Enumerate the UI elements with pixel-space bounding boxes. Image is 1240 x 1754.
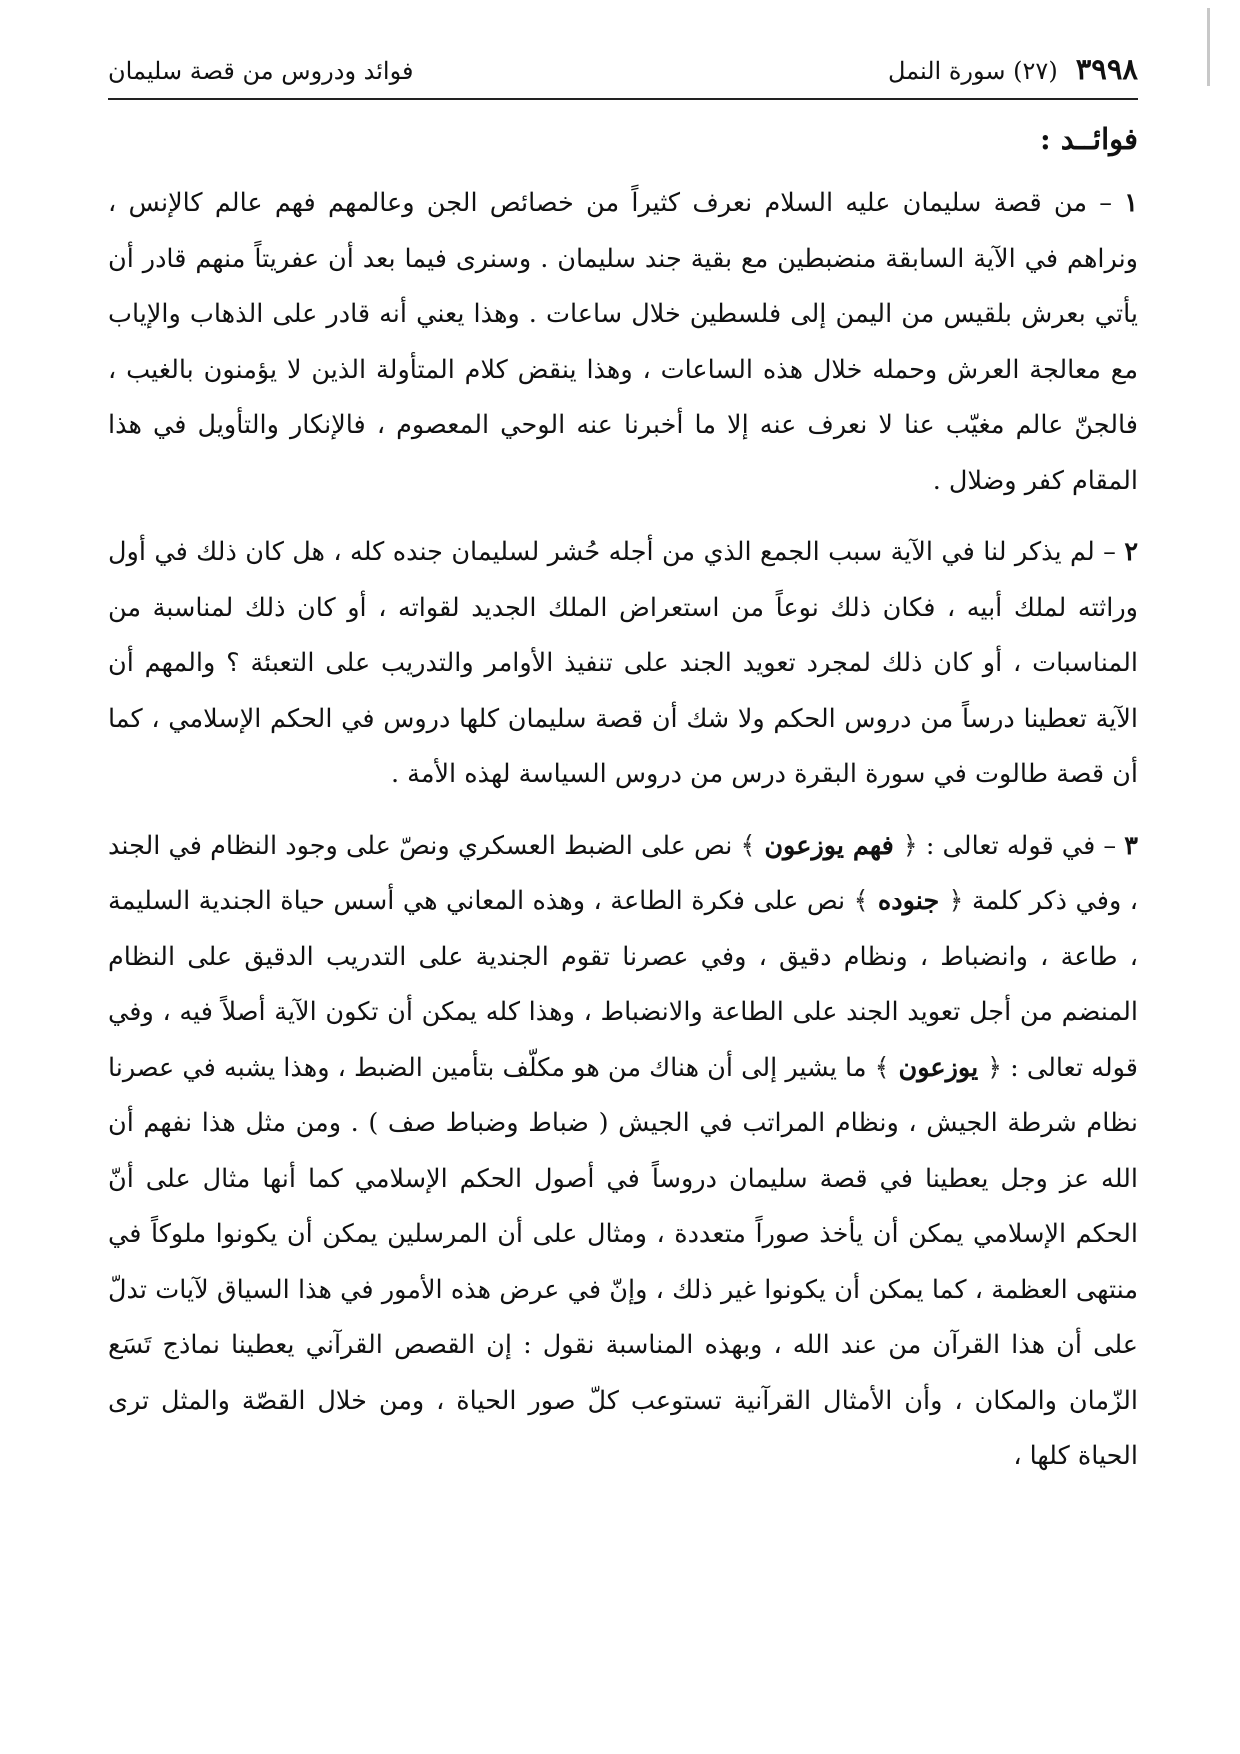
- paragraph-1: [108, 176, 1138, 509]
- quran-bracket-open-icon: ﴿: [948, 886, 964, 916]
- quran-quote: فهم يوزعون: [755, 830, 903, 861]
- page-edge-mark: [1207, 8, 1210, 86]
- paragraph-text: لم يذكر لنا في الآية سبب الجمع الذي من أجله حُشر لسليمان جنده كله ، هل كان ذلك في أول وراثته لملك أبيه ، فكان ذلك نوعاً من استعراض الملك الجديد لقواته ، أو كان ذلك لمناسبة من المناسبات ، أو كان ذلك لمجرد تعويد الجند على تنفيذ الأوامر والتدريب على التعبئة ؟ والمهم أن الآية تعطينا درساً من دروس الحكم ولا شك أن قصة سليمان كلها دروس في الحكم الإسلامي ، كما أن قصة طالوت في سورة البقرة درس من دروس السياسة لهذه الأمة .: [108, 537, 1138, 789]
- quran-bracket-open-icon: ﴿: [902, 830, 918, 861]
- quran-bracket-close-icon: ﴾: [740, 830, 756, 861]
- quran-quote: يوزعون: [889, 1052, 988, 1083]
- paragraph-separator: –: [1087, 188, 1125, 218]
- paragraph-text-part: ما يشير إلى أن هناك من هو مكلّف بتأمين الضبط ، وهذا يشبه في عصرنا نظام شرطة الجيش ، ونظام المراتب في الجيش ( ضباط وضباط صف ) . ومن مثل هذا نفهم أن الله عز وجل يعطينا في قصة سليمان دروساً في أصول الحكم الإسلامي كما أنها مثال على أنّ الحكم الإسلامي يمكن أن يأخذ صوراً متعددة ، ومثال على أن المرسلين يمكن أن يكونوا ملوكاً في منتهى العظمة ، كما يمكن أن يكونوا غير ذلك ، وإنّ في عرض هذه الأمور في هذا السياق لآيات تدلّ على أن هذا القرآن من عند الله ، وبهذه المناسبة نقول : إن القصص القرآني يعطينا نماذج تَسَع الزّمان والمكان ، وأن الأمثال القرآنية تستوعب كلّ صور الحياة ، ومن خلال القصّة والمثل ترى الحياة كلها ،: [108, 1052, 1138, 1471]
- paragraph-number: ١: [1124, 188, 1138, 218]
- surah-label: (٢٧) سورة النمل: [887, 57, 1058, 85]
- page-number: ٣٩٩٨: [1075, 52, 1138, 86]
- book-page: [108, 52, 1138, 1501]
- header-rule: [108, 98, 1138, 100]
- paragraph-text-part: نص على الضبط العسكري ونصّ على وجود النظام في الجند ، وفي ذكر كلمة: [108, 830, 1138, 916]
- paragraph-text-part: نص على فكرة الطاعة ، وهذه المعاني هي أسس حياة الجندية السليمة ، طاعة ، وانضباط ، ونظام دقيق ، وفي عصرنا تقوم الجندية على التدريب الدقيق على النظام المنضم من أجل تعويد الجند على الطاعة والانضباط ، وهذا كله يمكن أن تكون الآية أصلاً فيه ، وفي قوله تعالى :: [108, 886, 1138, 1083]
- paragraph-number: ٢: [1124, 537, 1139, 567]
- quran-bracket-close-icon: ﴾: [874, 1052, 890, 1083]
- paragraph-text-part: في قوله تعالى :: [917, 830, 1096, 861]
- chapter-title: فوائد ودروس من قصة سليمان: [108, 57, 414, 85]
- paragraph-3: [108, 819, 1138, 1485]
- running-head: [108, 52, 1138, 92]
- section-title: فوائــد :: [1040, 122, 1138, 156]
- running-head-right: [888, 52, 1138, 86]
- paragraph-2: [108, 525, 1138, 803]
- quran-quote: جنوده: [868, 886, 949, 916]
- paragraph-number: ٣: [1124, 830, 1138, 861]
- paragraph-separator: –: [1094, 537, 1125, 567]
- paragraph-text: من قصة سليمان عليه السلام نعرف كثيراً من خصائص الجن وعالمهم فهم عالم كالإنس ، ونراهم في الآية السابقة منضبطين مع بقية جند سليمان . وسنرى فيما بعد أن عفريتاً منهم قادر أن يأتي بعرش بلقيس من اليمن إلى فلسطين خلال ساعات . وهذا يعني أنه قادر على الذهاب والإياب مع معالجة العرش وحمله خلال هذه الساعات ، وهذا ينقض كلام المتأولة الذين لا يؤمنون بالغيب ، فالجنّ عالم مغيّب عنا لا نعرف عنه إلا ما أخبرنا عنه الوحي المعصوم ، فالإنكار والتأويل في هذا المقام كفر وضلال .: [108, 188, 1138, 496]
- quran-bracket-close-icon: ﴾: [853, 886, 869, 916]
- quran-bracket-open-icon: ﴿: [987, 1052, 1003, 1083]
- paragraph-separator: –: [1095, 830, 1125, 861]
